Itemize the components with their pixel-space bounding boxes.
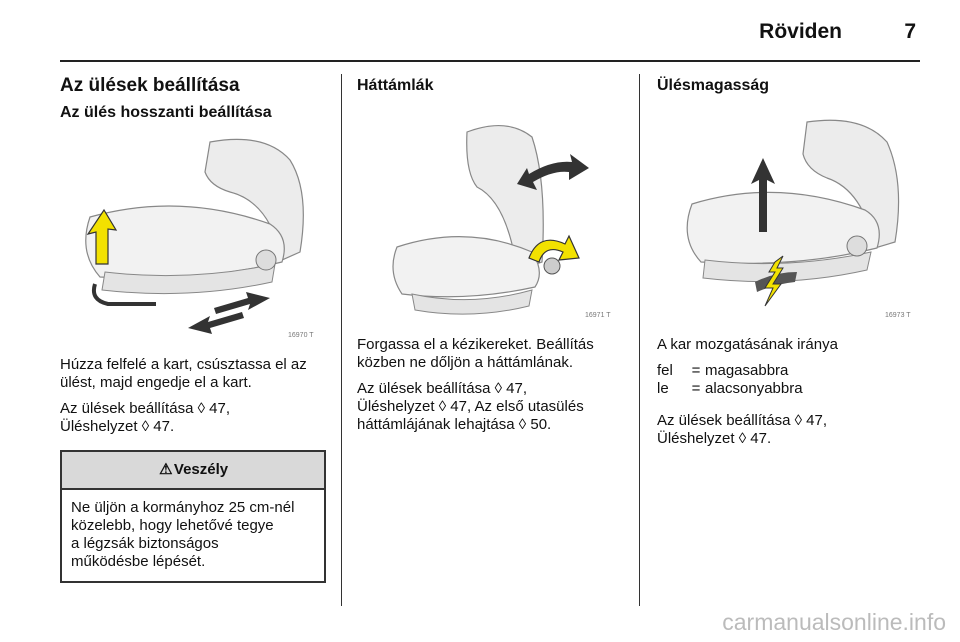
warning-line: Ne üljön a kormányhoz 25 cm-nél bbox=[71, 499, 295, 516]
definition-separator: = bbox=[691, 362, 701, 379]
danger-warning-box bbox=[60, 450, 326, 583]
definition-value: magasabbra bbox=[705, 362, 789, 379]
column-seat-adjustment bbox=[60, 74, 325, 583]
figure-code: 16970 T bbox=[288, 332, 314, 339]
warning-title: Veszély bbox=[173, 461, 229, 478]
reference-line: háttámlájának lehajtása ◊ 50. bbox=[357, 416, 552, 433]
reference-line: Üléshelyzet ◊ 47, Az első utasülés bbox=[357, 398, 584, 415]
reference-line: Üléshelyzet ◊ 47. bbox=[657, 430, 772, 447]
seat-longitudinal-figure bbox=[60, 132, 322, 344]
definition-key: le bbox=[657, 380, 669, 397]
warning-line: a légzsák biztonságos bbox=[71, 535, 219, 552]
watermark: carmanualsonline.info bbox=[722, 609, 946, 635]
section-heading: Az ülések beállítása bbox=[60, 75, 240, 96]
instruction-line: közben ne dőljön a háttámlának. bbox=[357, 354, 573, 371]
instruction-line: Forgassa el a kézikereket. Beállítás bbox=[357, 336, 594, 353]
reference-line: Üléshelyzet ◊ 47. bbox=[60, 418, 175, 435]
section-heading: Háttámlák bbox=[357, 77, 434, 94]
reference-line: Az ülések beállítása ◊ 47, bbox=[60, 400, 231, 417]
definition-key: fel bbox=[657, 362, 673, 379]
reference-line: Az ülések beállítása ◊ 47, bbox=[357, 380, 528, 397]
warning-line: közelebb, hogy lehetővé tegye bbox=[71, 517, 274, 534]
column-backrest bbox=[357, 74, 622, 434]
column-divider bbox=[341, 74, 342, 606]
header-rule bbox=[60, 60, 920, 62]
instruction-text: A kar mozgatásának iránya bbox=[657, 336, 838, 353]
section-heading: Ülésmagasság bbox=[657, 77, 770, 94]
figure-code: 16973 T bbox=[885, 312, 911, 319]
column-divider bbox=[639, 74, 640, 606]
backrest-figure bbox=[357, 112, 619, 324]
figure-code: 16971 T bbox=[585, 312, 611, 319]
warning-line: működésbe lépését. bbox=[71, 553, 206, 570]
warning-triangle-icon: ⚠ bbox=[159, 461, 173, 478]
reference-line: Az ülések beállítása ◊ 47, bbox=[657, 412, 828, 429]
definition-row bbox=[657, 380, 803, 398]
page-header bbox=[60, 14, 920, 54]
warning-body bbox=[62, 490, 324, 581]
definition-value: alacsonyabbra bbox=[705, 380, 803, 397]
page-number: 7 bbox=[904, 20, 916, 43]
seat-height-figure bbox=[657, 112, 919, 324]
subsection-heading: Az ülés hosszanti beállítása bbox=[60, 104, 272, 121]
warning-header bbox=[62, 452, 324, 490]
column-seat-height bbox=[657, 74, 922, 448]
section-title: Röviden bbox=[759, 20, 842, 43]
instruction-text: Húzza felfelé a kart, csúsztassa el az ülést, majd engedje el a kart. bbox=[60, 356, 307, 391]
direction-definitions bbox=[657, 362, 803, 398]
definition-row bbox=[657, 362, 803, 380]
definition-separator: = bbox=[691, 380, 701, 397]
